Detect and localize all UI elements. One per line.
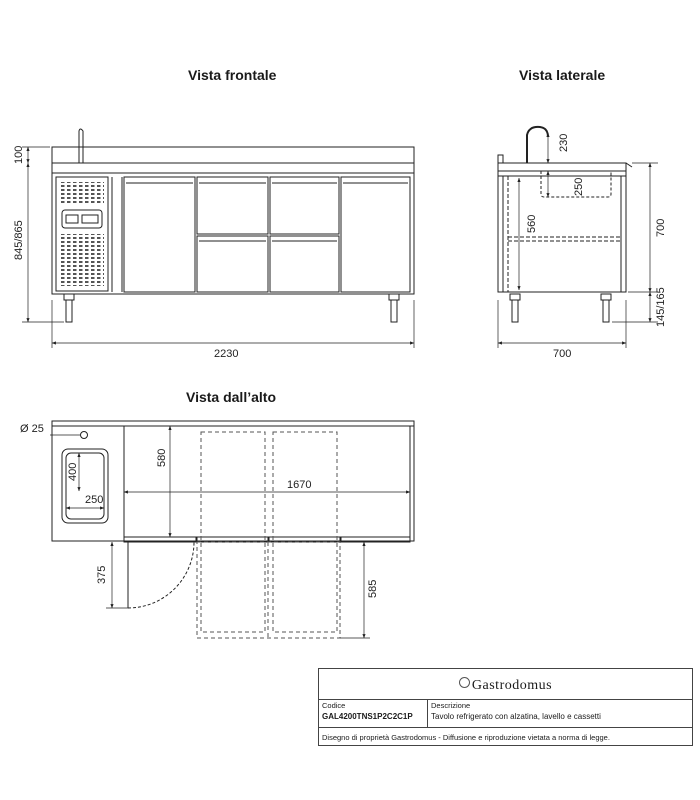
dim-front-width: 2230 <box>214 348 239 360</box>
dim-front-upstand: 100 <box>13 145 25 164</box>
tap-hole-icon <box>81 432 88 439</box>
ownership-text: Disegno di proprietà Gastrodomus - Diffusione e riproduzione vietata a norma di legge. <box>322 733 610 742</box>
front-view-title: Vista frontale <box>188 67 277 83</box>
description-cell <box>428 699 692 727</box>
dim-side-height: 700 <box>655 218 667 237</box>
dim-side-inner: 560 <box>526 214 538 233</box>
dim-front-height: 845/865 <box>13 220 25 260</box>
side-view <box>498 127 632 322</box>
dim-top-width: 1670 <box>287 479 312 491</box>
product-description: Tavolo refrigerato con alzatina, lavello e cassetti <box>431 712 601 721</box>
description-label: Descrizione <box>431 701 471 710</box>
brand-logo <box>319 669 692 700</box>
dim-side-tap: 230 <box>558 133 570 152</box>
front-view <box>52 129 414 322</box>
title-block <box>318 668 693 746</box>
top-view <box>52 421 414 638</box>
dim-top-hole: Ø 25 <box>20 423 44 435</box>
dim-side-depth: 700 <box>553 348 572 360</box>
code-label: Codice <box>322 701 346 710</box>
brand-name: Gastrodomus <box>471 678 553 693</box>
side-view-title: Vista laterale <box>519 67 606 83</box>
dim-side-basin: 250 <box>573 177 585 196</box>
code-cell <box>319 699 428 727</box>
faucet-icon <box>527 127 548 163</box>
dim-top-drawer: 585 <box>367 579 379 598</box>
dim-top-sink-width: 250 <box>85 494 104 506</box>
product-code: GAL4200TNS1P2C2C1P <box>322 712 413 721</box>
dim-top-depth: 580 <box>156 448 168 467</box>
dim-side-legs: 145/165 <box>655 287 667 327</box>
chef-hat-icon <box>459 677 470 688</box>
tap-icon <box>79 129 83 163</box>
ownership-notice <box>319 727 692 745</box>
top-view-title: Vista dall’alto <box>186 389 276 405</box>
dim-top-sink-depth: 400 <box>67 462 79 481</box>
dim-top-door: 375 <box>96 565 108 584</box>
